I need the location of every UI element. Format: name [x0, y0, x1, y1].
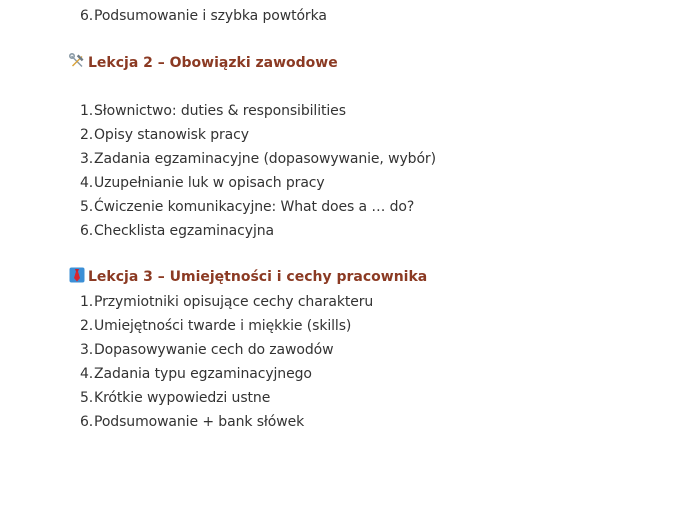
- list-item: [80, 314, 373, 338]
- list-number: 4.: [80, 175, 94, 191]
- list-number: 1.: [80, 103, 94, 119]
- list-item-text: Słownictwo: duties & responsibilities: [94, 103, 346, 119]
- list-item: [80, 123, 436, 147]
- list-item: [80, 362, 373, 386]
- list-number: 6.: [80, 223, 94, 239]
- hammer-and-wrench-icon: [69, 53, 85, 69]
- lesson-3-list: [80, 290, 373, 434]
- list-item: [80, 99, 436, 123]
- list-number: 6.: [80, 8, 94, 24]
- lesson-3-title: Lekcja 3 – Umiejętności i cechy pracownika: [88, 269, 428, 285]
- list-item-text: Podsumowanie + bank słówek: [94, 414, 305, 430]
- lesson-1-list-tail: [80, 4, 327, 28]
- list-number: 1.: [80, 294, 94, 310]
- list-item-text: Uzupełnianie luk w opisach pracy: [94, 175, 325, 191]
- list-item-text: Przymiotniki opisujące cechy charakteru: [94, 294, 374, 310]
- list-number: 2.: [80, 318, 94, 334]
- list-number: 6.: [80, 414, 94, 430]
- list-item: [80, 386, 373, 410]
- list-number: 2.: [80, 127, 94, 143]
- lesson-2-title: Lekcja 2 – Obowiązki zawodowe: [88, 55, 338, 71]
- list-item: [80, 338, 373, 362]
- list-item-text: Zadania egzaminacyjne (dopasowywanie, wybór): [94, 151, 436, 167]
- list-item-text: Podsumowanie i szybka powtórka: [94, 8, 327, 24]
- list-item-text: Opisy stanowisk pracy: [94, 127, 249, 143]
- list-item-text: Checklista egzaminacyjna: [94, 223, 274, 239]
- list-number: 5.: [80, 199, 94, 215]
- list-item: [80, 195, 436, 219]
- list-item: [80, 410, 373, 434]
- lesson-3-heading: [69, 267, 427, 287]
- necktie-icon: [69, 267, 85, 283]
- list-item: [80, 290, 373, 314]
- list-item: [80, 4, 327, 28]
- list-item: [80, 171, 436, 195]
- list-item-text: Zadania typu egzaminacyjnego: [94, 366, 312, 382]
- lesson-2-heading: [69, 53, 338, 73]
- list-item: [80, 147, 436, 171]
- list-item-text: Krótkie wypowiedzi ustne: [94, 390, 271, 406]
- list-number: 3.: [80, 342, 94, 358]
- lesson-2-list: [80, 99, 436, 243]
- list-number: 4.: [80, 366, 94, 382]
- list-item: [80, 219, 436, 243]
- list-number: 3.: [80, 151, 94, 167]
- list-item-text: Dopasowywanie cech do zawodów: [94, 342, 334, 358]
- list-item-text: Ćwiczenie komunikacyjne: What does a … do?: [94, 199, 415, 215]
- list-item-text: Umiejętności twarde i miękkie (skills): [94, 318, 352, 334]
- list-number: 5.: [80, 390, 94, 406]
